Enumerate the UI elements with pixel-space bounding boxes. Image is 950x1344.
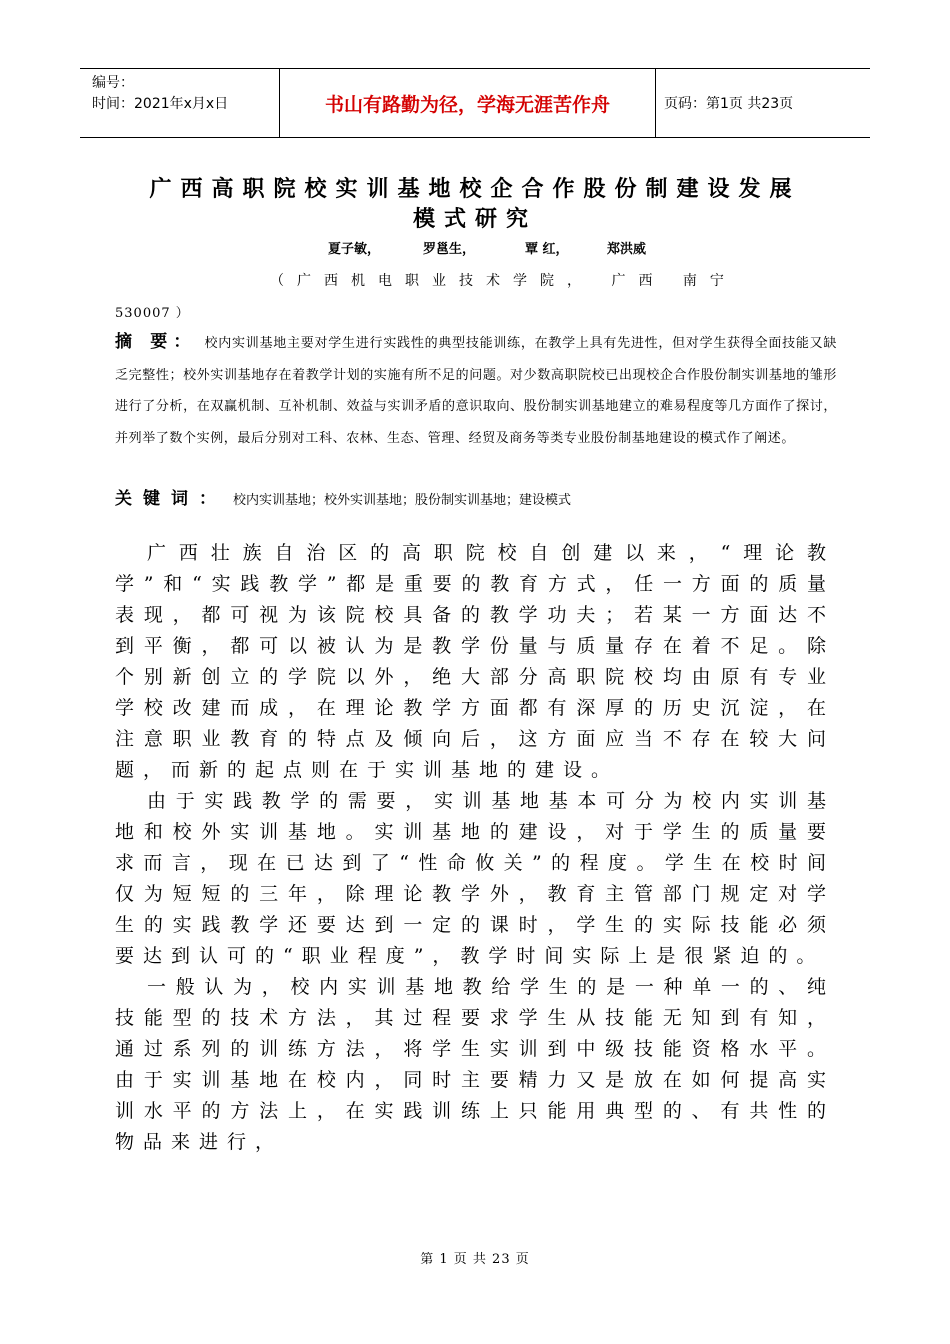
page-footer: 第 1 页 共 23 页 [420, 1252, 530, 1267]
title-line-2: 模式研究 [412, 206, 537, 232]
keywords-label: 关键词： [115, 489, 227, 509]
keywords-text: 校内实训基地；校外实训基地；股份制实训基地；建设模式 [233, 493, 572, 508]
title-line-1: 广西高职院校实训基地校企合作股份制建设发展 [149, 176, 801, 202]
author: 夏子敏， [328, 242, 381, 257]
affiliation-line-2: 530007 ） [115, 306, 190, 321]
author: 罗邕生， [423, 242, 476, 257]
header-page-label: 页码：第1页 共23页 [664, 96, 794, 112]
header-motto: 书山有路勤为径，学海无涯苦作舟 [280, 69, 656, 137]
affiliation-line-1: （广西机电职业技术学院， 广西 南宁 [270, 273, 737, 289]
author: 郑洪威 [607, 242, 647, 257]
paragraph: 由于实践教学的需要，实训基地基本可分为校内实训基地和校外实训基地。实训基地的建设，对于学生的质量要求而言，现在已达到了“性命攸关”的程度。学生在校时间仅为短短的三年，除理论教学外，教育主管部门规定对学生的实践教学还要达到一定的课时，学生的实际技能必须要达到认可的“职业程度”，教学时间实际上是很紧迫的。 [115, 790, 835, 967]
abstract-text: 校内实训基地主要对学生进行实践性的典型技能训练，在教学上具有先进性，但对学生获得全面技能又缺乏完整性；校外实训基地存在着教学计划的实施有所不足的问题。对少数高职院校已出现校企合作股份制实训基地的雏形进行了分析，在双赢机制、互补机制、效益与实训矛盾的意识取向、股份制实训基地建立的难易程度等几方面作了探讨，并列举了数个实例，最后分别对工科、农林、生态、管理、经贸及商务等类专业股份制基地建设的模式作了阐述。 [115, 336, 837, 446]
author: 覃 红， [525, 242, 569, 257]
paragraph: 一般认为，校内实训基地教给学生的是一种单一的、纯技能型的技术方法，其过程要求学生从技能无知到有知，通过系列的训练方法，将学生实训到中级技能资格水平。由于实训基地在校内，同时主要精力又是放在如何提高实训水平的方法上，在实践训练上只能用典型的、有共性的物品来进行， [115, 976, 835, 1153]
paragraph: 广西壮族自治区的高职院校自创建以来，“理论教学”和“实践教学”都是重要的教育方式，任一方面的质量表现，都可视为该院校具备的教学功夫；若某一方面达不到平衡，都可以被认为是教学份量与质量存在着不足。除个别新创立的学院以外，绝大部分高职院校均由原有专业学校改建而成，在理论教学方面都有深厚的历史沉淀，在注意职业教育的特点及倾向后，这方面应当不存在较大问题，而新的起点则在于实训基地的建设。 [115, 542, 835, 781]
body-text [115, 538, 835, 1158]
abstract-label: 摘 要： [115, 332, 197, 352]
header-meta [80, 69, 280, 137]
keywords [115, 484, 571, 509]
author-list [328, 238, 646, 257]
abstract [115, 327, 837, 454]
number-label: 编号： [92, 75, 134, 91]
document-header [80, 68, 870, 138]
time-label: 时间：2021年x月x日 [92, 96, 229, 112]
